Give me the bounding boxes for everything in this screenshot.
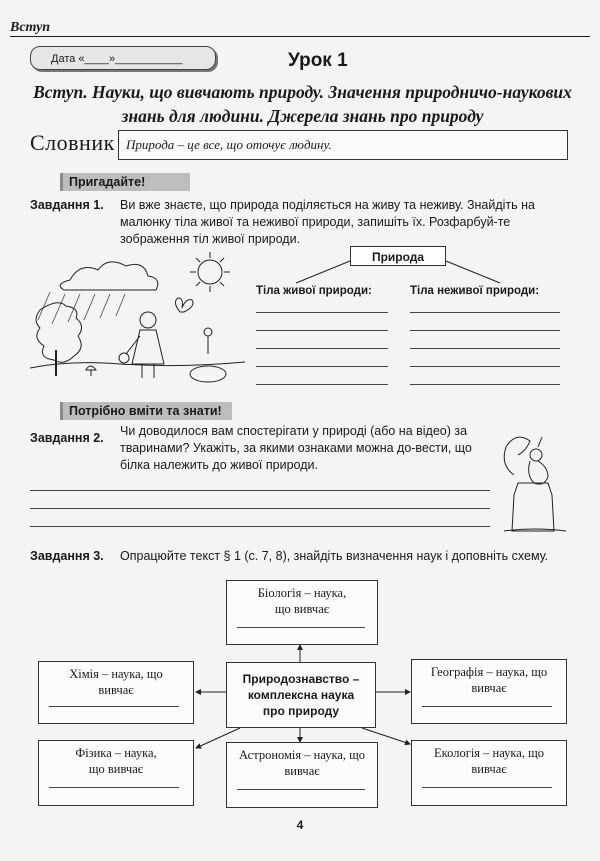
chemistry-box bbox=[38, 661, 194, 724]
glossary-heading: Словник bbox=[30, 130, 115, 155]
natural-science-center-box bbox=[226, 662, 376, 728]
answer-line[interactable] bbox=[422, 706, 552, 707]
ecology-label: Екологія – наука, що вивчає bbox=[434, 746, 544, 776]
task1-label: Завдання 1. bbox=[30, 198, 104, 212]
need-to-know-banner: Потрібно вміти та знати! bbox=[60, 402, 232, 420]
task1-text: Ви вже знаєте, що природа поділяється на живу та неживу. Знайдіть на малюнку тіла живої та неживої природи, запишіть їх. Розфарбуй-те зображення тіл живої природи. bbox=[120, 198, 535, 246]
nature-root-box: Природа bbox=[350, 246, 446, 266]
task3-text: Опрацюйте текст § 1 (с. 7, 8), знайдіть визначення наук і доповніть схему. bbox=[120, 549, 549, 563]
geography-label: Географія – наука, що вивчає bbox=[430, 665, 548, 695]
chemistry-label: Хімія – наука, що вивчає bbox=[69, 667, 163, 697]
geography-box bbox=[411, 659, 567, 724]
ecology-box bbox=[411, 740, 567, 806]
nonliving-bodies-heading: Тіла неживої природи: bbox=[410, 285, 540, 297]
answer-line[interactable] bbox=[237, 789, 365, 790]
natural-science-label: Природознавство – комплексна наука про природу bbox=[242, 672, 360, 718]
answer-line[interactable] bbox=[49, 787, 179, 788]
biology-label: Біологія – наука, що вивчає bbox=[257, 586, 347, 616]
remember-banner: Пригадайте! bbox=[60, 173, 190, 191]
physics-label: Фізика – наука, що вивчає bbox=[75, 746, 157, 776]
date-field[interactable]: Дата «____»___________ bbox=[30, 46, 216, 70]
task2-label: Завдання 2. bbox=[30, 431, 104, 445]
section-header: Вступ bbox=[10, 20, 51, 35]
lesson-title: Урок 1 bbox=[288, 50, 348, 71]
answer-line[interactable] bbox=[237, 627, 365, 628]
living-bodies-heading: Тіла живої природи: bbox=[256, 285, 372, 297]
lesson-intro-title: Вступ. Науки, що вивчають природу. Значення природничо-наукових знань для людини. Джерела знань про природу bbox=[33, 82, 572, 126]
astronomy-label: Астрономія – наука, що вивчає bbox=[238, 748, 366, 778]
answer-line[interactable] bbox=[49, 706, 179, 707]
astronomy-box bbox=[226, 742, 378, 808]
biology-box bbox=[226, 580, 378, 645]
task2-text: Чи доводилося вам спостерігати у природі (або на відео) за тваринами? Укажіть, за якими ознаками можна до-вести, що білка належить до живої природи. bbox=[120, 424, 472, 472]
page-number: 4 bbox=[296, 818, 304, 832]
physics-box bbox=[38, 740, 194, 806]
task3-label: Завдання 3. bbox=[30, 549, 104, 563]
answer-line[interactable] bbox=[422, 787, 552, 788]
glossary-definition: Природа – це все, що оточує людину. bbox=[126, 137, 332, 152]
